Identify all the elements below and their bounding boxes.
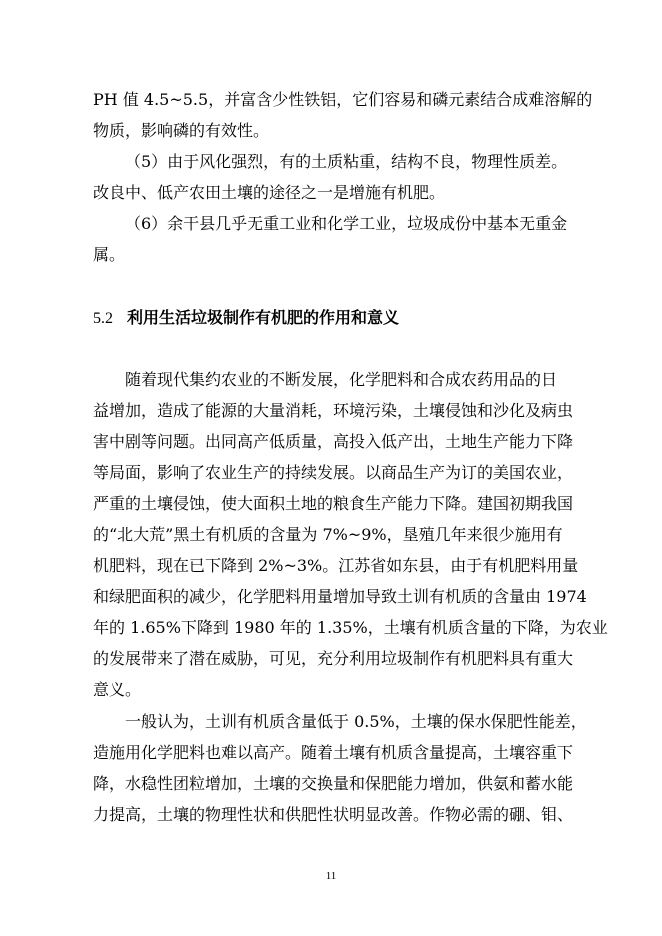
paragraph-1-line-2: 物质，影响磷的有效性。 <box>93 121 270 140</box>
paragraph-1-line-1: PH 值 4.5~5.5，并富含少性铁铝，它们容易和磷元素结合成难溶解的 <box>93 90 593 109</box>
paragraph-4-line-4: 等局面，影响了农业生产的持续发展。以商品生产为订的美国农业， <box>93 463 574 482</box>
paragraph-4-line-11: 意义。 <box>93 680 142 699</box>
paragraph-4-line-1: 随着现代集约农业的不断发展，化学肥料和合成农药用品的日 <box>125 370 558 389</box>
paragraph-5-line-3: 降，水稳性团粒增加，土壤的交换量和保肥能力增加，供氨和蓄水能 <box>93 774 574 793</box>
section-number: 5.2 <box>93 310 113 327</box>
paragraph-5-line-4: 力提高，土壤的物理性状和供肥性状明显改善。作物必需的硼、钼、 <box>93 805 574 824</box>
paragraph-4-line-6: 的“北大荒”黑土有机质的含量为 7%~9%，垦殖几年来很少施用有 <box>93 525 563 544</box>
paragraph-4-line-9: 年的 1.65%下降到 1980 年的 1.35%，土壤有机质含量的下降，为农业 <box>93 618 608 637</box>
paragraph-4-line-7: 机肥料，现在已下降到 2%~3%。江苏省如东县，由于有机肥料用量 <box>93 556 579 575</box>
paragraph-5-line-1: 一般认为，土训有机质含量低于 0.5%，土壤的保水保肥性能差， <box>125 712 587 731</box>
paragraph-4-line-3: 害中剧等问题。出同高产低质量，高投入低产出，土地生产能力下降 <box>93 432 574 451</box>
paragraph-4-line-8: 和绿肥面积的减少，化学肥料用量增加导致土训有机质的含量由 1974 <box>93 587 587 606</box>
paragraph-3-line-1: （6）余干县几乎无重工业和化学工业，垃圾成份中基本无重金 <box>125 214 568 233</box>
section-title: 利用生活垃圾制作有机肥的作用和意义 <box>127 308 400 327</box>
paragraph-4-line-10: 的发展带来了潜在威胁，可见，充分利用垃圾制作有机肥料具有重大 <box>93 649 574 668</box>
paragraph-4-line-5: 严重的土壤侵蚀，使大面积土地的粮食生产能力下降。建国初期我国 <box>93 494 574 513</box>
paragraph-2-line-2: 改良中、低产农田土壤的途径之一是增施有机肥。 <box>93 183 446 202</box>
paragraph-2-line-1: （5）由于风化强烈，有的土质粘重，结构不良，物理性质差。 <box>125 152 568 171</box>
page-number: 11 <box>325 870 337 882</box>
paragraph-3-line-2: 属。 <box>93 245 126 264</box>
paragraph-4-line-2: 益增加，造成了能源的大量消耗，环境污染，土壤侵蚀和沙化及病虫 <box>93 401 574 420</box>
paragraph-5-line-2: 造施用化学肥料也难以高产。随着土壤有机质含量提高，土壤容重下 <box>93 743 574 762</box>
section-heading <box>93 308 399 329</box>
